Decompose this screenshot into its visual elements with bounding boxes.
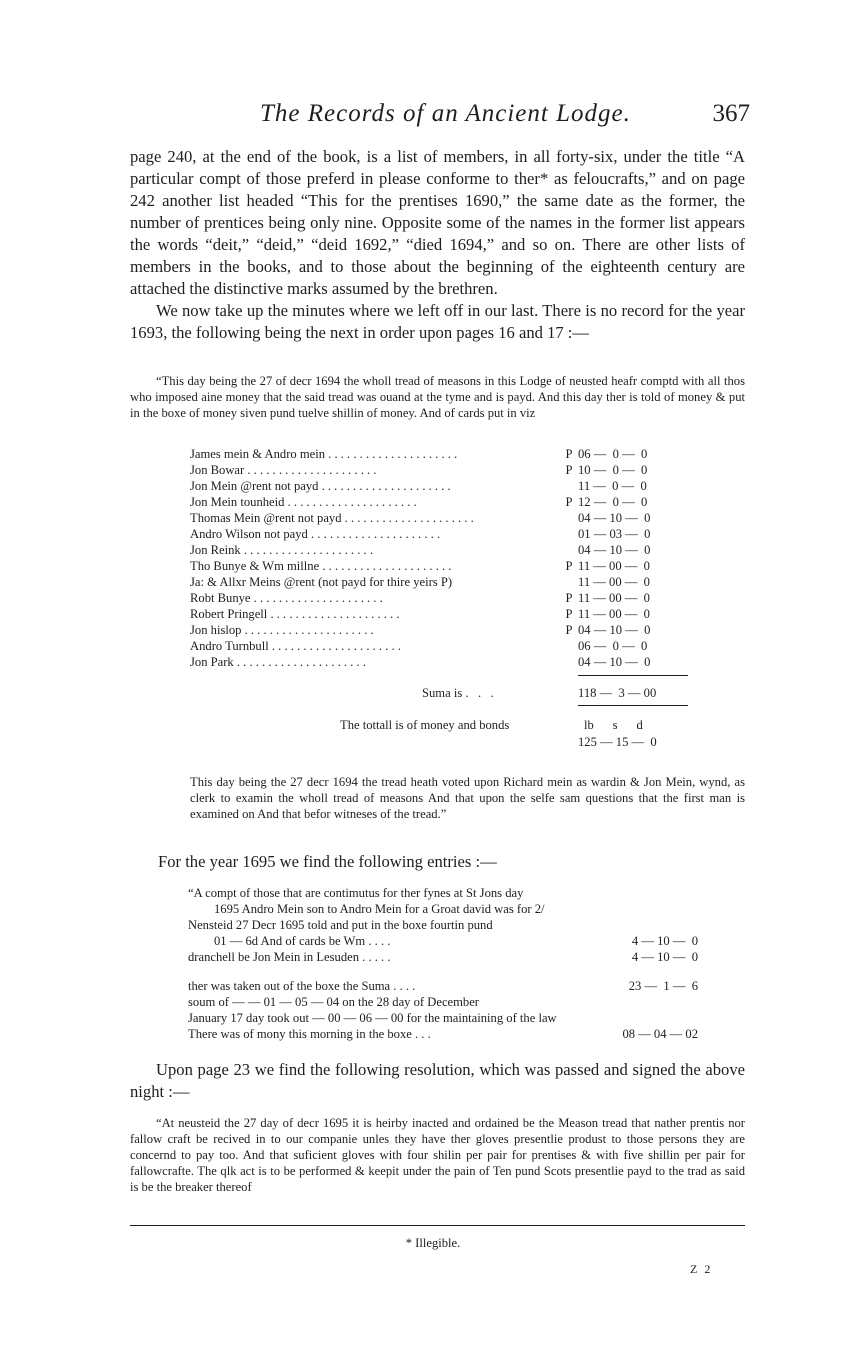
ledger-amount: 11 — 00 — 0	[578, 575, 650, 589]
paragraph-text: We now take up the minutes where we left off in our last. There is no record for the year 1693, the following being the next in order upon pages 16 and 17 :—	[130, 301, 745, 342]
ledger-row	[190, 526, 690, 542]
entry-text: Nensteid 27 Decr 1695 told and put in the boxe fourtin pund	[188, 918, 493, 932]
body-paragraph-1	[130, 146, 745, 300]
quote-text: This day being the 27 decr 1694 the tread heath voted upon Richard mein as wardin & Jon Mein, wynd, as clerk to examin the wholl tread of measons And that upon the selfe sam questions that the first man is examined on And that befor witneses of the tread.”	[190, 775, 745, 821]
total-label: The tottall is of money and bonds	[340, 718, 510, 732]
ledger-paid-mark: P	[565, 607, 573, 621]
entries-box	[188, 978, 748, 1042]
ledger-row	[190, 558, 690, 574]
ledger-row	[190, 542, 690, 558]
entry-amount: 4 — 10 — 0	[631, 934, 698, 948]
ledger-name: Andro Turnbull . .	[190, 638, 545, 654]
ledger-row	[190, 622, 690, 638]
entry-line	[188, 917, 748, 933]
entry-line	[188, 949, 748, 965]
entry-text: dranchell be Jon Mein in Lesuden . . . . .	[188, 950, 391, 964]
ledger-row	[190, 478, 690, 494]
ledger-amount: 11 — 00 — 0	[578, 607, 650, 621]
entry-text: ther was taken out of the boxe the Suma . . . .	[188, 979, 416, 993]
ledger-amount: 04 — 10 — 0	[578, 511, 651, 525]
entry-text: There was of mony this morning in the boxe . . .	[188, 1027, 431, 1041]
body-paragraph-4	[130, 1059, 745, 1103]
ledger-paid-mark: P	[565, 623, 573, 637]
entry-line	[188, 933, 748, 949]
total-units: lb s d	[584, 718, 643, 732]
ledger-name: Tho Bunye & Wm millne . .	[190, 558, 545, 574]
paragraph-text: Upon page 23 we find the following resolution, which was passed and signed the above night :—	[130, 1060, 745, 1101]
entry-text: 1695 Andro Mein son to Andro Mein for a Groat david was for 2/	[214, 902, 545, 916]
total-row	[190, 734, 690, 750]
paragraph-text: page 240, at the end of the book, is a list of members, in all forty-six, under the title “A particular compt of those preferd in please conforme to ther* as feloucrafts,” and on page 242 another list headed “This for the prentises 1690,” the same date as the former, the number of prentices being only nine. Opposite some of the names in the former list appears the words “deit,” “deid,” “deid 1692,” “died 1694,” and so on. There are other lists of members in the books, and to those about the beginning of the eighteenth century are attached the distinctive marks assumed by the brethren.	[130, 147, 745, 298]
ledger-paid-mark: P	[565, 559, 573, 573]
ledger-name: Jon Reink . .	[190, 542, 545, 558]
sum-label: Suma is . . .	[422, 686, 494, 700]
quote-text: “This day being the 27 of decr 1694 the wholl tread of measons in this Lodge of neusted heafr comptd with all thos who imposed aine money that the said tread was ouand at the tyme and is payd. And this day ther is told of money & put in the boxe of money siven pund tuelve shillin of money. And of cards put in viz	[130, 374, 745, 420]
ledger-row	[190, 446, 690, 462]
ledger-amount: 06 — 0 — 0	[578, 639, 648, 653]
ledger-paid-mark: P	[565, 591, 573, 605]
ledger-amount: 10 — 0 — 0	[578, 463, 648, 477]
entry-line	[188, 901, 748, 917]
entry-amount: 23 — 1 — 6	[628, 979, 698, 993]
total-amount: 125 — 15 — 0	[578, 735, 657, 749]
ledger-name: James mein & Andro mein . .	[190, 446, 545, 462]
ledger-amount: 12 — 0 — 0	[578, 495, 648, 509]
ledger-row	[190, 606, 690, 622]
ledger-amount: 04 — 10 — 0	[578, 623, 651, 637]
ledger-name: Jon Park . .	[190, 654, 545, 670]
total-label-row	[190, 717, 690, 733]
ledger-row	[190, 638, 690, 654]
ledger-name: Robt Bunye . .	[190, 590, 545, 606]
footnote-rule	[130, 1225, 745, 1226]
ledger-name: Thomas Mein @rent not payd . .	[190, 510, 545, 526]
entry-text: January 17 day took out — 00 — 06 — 00 for the maintaining of the law	[188, 1011, 557, 1025]
sum-rule-2	[578, 705, 688, 706]
sum-rule	[578, 675, 688, 676]
page-header	[130, 100, 750, 134]
ledger-row	[190, 510, 690, 526]
ledger-amount: 06 — 0 — 0	[578, 447, 648, 461]
ledger-amount: 11 — 0 — 0	[578, 479, 647, 493]
body-paragraph-2	[130, 300, 745, 344]
ledger-name: Andro Wilson not payd . .	[190, 526, 545, 542]
entry-line	[188, 1010, 748, 1026]
ledger-name: Ja: & Allxr Meins @rent (not payd for thire yeirs P)	[190, 575, 453, 589]
ledger-paid-mark: P	[565, 495, 573, 509]
ledger-row	[190, 494, 690, 510]
ledger-row	[190, 574, 690, 590]
ledger-row	[190, 462, 690, 478]
entry-line	[188, 978, 748, 994]
ledger-table	[190, 446, 690, 749]
ledger-amount: 01 — 03 — 0	[578, 527, 651, 541]
ledger-row	[190, 654, 690, 670]
entry-line	[188, 994, 748, 1010]
entry-text: soum of — — 01 — 05 — 04 on the 28 day of December	[188, 995, 480, 1009]
body-paragraph-3	[158, 851, 745, 873]
signature-mark: Z 2	[690, 1262, 713, 1276]
entry-text: 01 — 6d And of cards be Wm . . . .	[214, 934, 391, 948]
ledger-name: Robert Pringell . .	[190, 606, 545, 622]
ledger-paid-mark: P	[565, 463, 573, 477]
ledger-name: Jon hislop . .	[190, 622, 545, 638]
paragraph-text: For the year 1695 we find the following entries :—	[158, 852, 497, 871]
sum-amount: 118 — 3 — 00	[578, 686, 657, 700]
quote-3	[130, 1115, 745, 1195]
running-title: The Records of an Ancient Lodge.	[260, 100, 631, 127]
entry-line	[188, 885, 748, 901]
ledger-name: Jon Mein tounheid . .	[190, 494, 545, 510]
entry-amount: 4 — 10 — 0	[631, 950, 698, 964]
ledger-row	[190, 590, 690, 606]
footnote: * Illegible.	[405, 1236, 461, 1250]
ledger-amount: 11 — 00 — 0	[578, 559, 650, 573]
entry-amount: 08 — 04 — 02	[622, 1027, 698, 1041]
ledger-amount: 11 — 00 — 0	[578, 591, 650, 605]
entry-line	[188, 1026, 748, 1042]
ledger-name: Jon Bowar . .	[190, 462, 545, 478]
page-number: 367	[712, 100, 750, 127]
ledger-paid-mark: P	[565, 447, 573, 461]
quote-text: “At neusteid the 27 day of decr 1695 it is heirby inacted and ordained be the Meason tread that nather prentis nor fallow craft be recived in to our companie unles they have ther gloves presentlie produst to those persons they are concernd to pay too. And that suficient gloves with four shilin per pair for prentises & with five shillin per pair for fallowcrafte. The qlk act is to be performed & keepit under the pain of Ten pund Scots presentlie payd to the trad as said is be the breaker thereof	[130, 1116, 745, 1194]
quote-1	[130, 373, 745, 421]
ledger-amount: 04 — 10 — 0	[578, 655, 651, 669]
entry-text: “A compt of those that are contimutus for ther fynes at St Jons day	[188, 886, 524, 900]
sum-row	[190, 685, 690, 701]
ledger-name: Jon Mein @rent not payd . .	[190, 478, 545, 494]
entries-1695	[188, 885, 748, 965]
ledger-amount: 04 — 10 — 0	[578, 543, 651, 557]
quote-2	[190, 774, 745, 822]
